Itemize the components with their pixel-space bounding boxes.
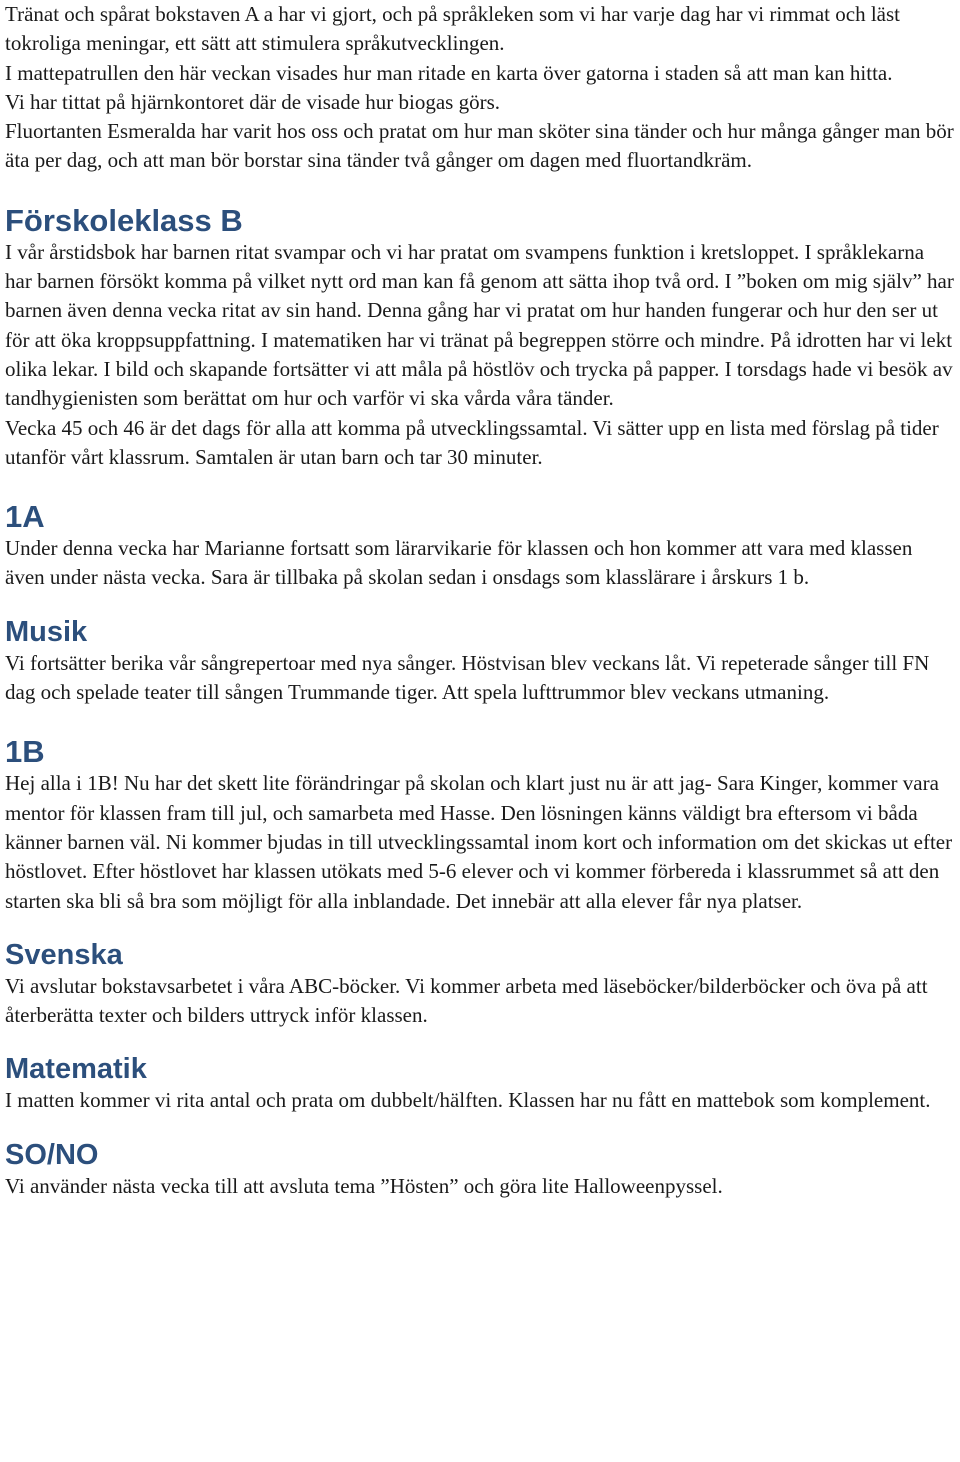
intro-paragraph-2: I mattepatrullen den här veckan visades hur man ritade en karta över gatorna i staden så att man kan hitta.	[5, 60, 893, 85]
forskoleklass-heading: Förskoleklass B	[5, 202, 243, 238]
forskoleklass-paragraph-1: I vår årstidsbok har barnen ritat svampar och vi har pratat om svampens funktion i kretsloppet. I språklekarna har barnen försökt komma på vilket nytt ord man kan få genom att sätta ihop två ord. I ”boken om mig själv” har barnen även denna vecka ritat av sin hand. Denna gång har vi pratat om hur handen fungerar och hur den ser ut för att öka kroppsuppfattning. I matematiken har vi tränat på begreppen större och mindre. På idrotten har vi lekt olika lekar. I bild och skapande fortsätter vi att måla på höstlöv och trycka på papper. I torsdags hade vi besök av tandhygienisten som berättat om hur och varför vi ska vårda våra tänder.	[5, 239, 954, 411]
so-no-section	[5, 1138, 956, 1201]
class-1a-section	[5, 500, 956, 593]
so-no-paragraph: Vi använder nästa vecka till att avsluta tema ”Hösten” och göra lite Halloweenpyssel.	[5, 1173, 723, 1198]
class-1b-paragraph: Hej alla i 1B! Nu har det skett lite förändringar på skolan och klart just nu är att jag- Sara Kinger, kommer vara mentor för klassen fram till jul, och samarbeta med Hasse. Den lösningen känns väldigt bra eftersom vi båda känner barnen väl. Ni kommer bjudas in till utvecklingssamtal inom kort och information om det skickas ut efter höstlovet. Efter höstlovet har klassen utökats med 5-6 elever och vi kommer förbereda i klassrummet så att den starten ska bli så bra som möjligt för alla inblandade. Det innebär att alla elever får nya platser.	[5, 771, 953, 913]
intro-paragraph-1: Tränat och spårat bokstaven A a har vi gjort, och på språkleken som vi har varje dag har vi rimmat och läst tokroliga meningar, ett sätt att stimulera språkutvecklingen.	[5, 2, 900, 56]
class-1b-heading: 1B	[5, 734, 45, 770]
so-no-heading: SO/NO	[5, 1138, 99, 1171]
svenska-section	[5, 938, 956, 1031]
musik-heading: Musik	[5, 615, 88, 648]
matematik-heading: Matematik	[5, 1053, 147, 1086]
forskoleklass-section	[5, 204, 956, 472]
class-1b-section	[5, 735, 956, 915]
class-1a-paragraph: Under denna vecka har Marianne fortsatt som lärarvikarie för klassen och hon kommer att vara med klassen även under nästa vecka. Sara är tillbaka på skolan sedan i onsdags som klasslärare i årskurs 1 b.	[5, 536, 913, 590]
musik-paragraph: Vi fortsätter berika vår sångrepertoar med nya sånger. Höstvisan blev veckans låt. Vi repeterade sånger till FN dag och spelade teater till sången Trummande tiger. Att spela lufttrummor blev veckans utmaning.	[5, 650, 930, 705]
class-1a-heading: 1A	[5, 499, 45, 535]
svenska-paragraph: Vi avslutar bokstavsarbetet i våra ABC-böcker. Vi kommer arbeta med läseböcker/bilderböcker och öva på att återberätta texter och bilders uttryck inför klassen.	[5, 973, 928, 1028]
matematik-paragraph: I matten kommer vi rita antal och prata om dubbelt/hälften. Klassen har nu fått en mattebok som komplement.	[5, 1088, 931, 1113]
svenska-heading: Svenska	[5, 938, 123, 971]
musik-section	[5, 615, 956, 708]
intro-paragraph-4: Fluortanten Esmeralda har varit hos oss och pratat om hur man sköter sina tänder och hur många gånger man bör äta per dag, och att man bör borstar sina tänder två gånger om dagen med fluortandkräm.	[5, 119, 954, 173]
forskoleklass-paragraph-2: Vecka 45 och 46 är det dags för alla att komma på utvecklingssamtal. Vi sätter upp en lista med förslag på tider utanför vårt klassrum. Samtalen är utan barn och tar 30 minuter.	[5, 415, 939, 469]
intro-paragraph-3: Vi har tittat på hjärnkontoret där de visade hur biogas görs.	[5, 89, 501, 114]
matematik-section	[5, 1052, 956, 1115]
intro-section	[5, 0, 956, 176]
